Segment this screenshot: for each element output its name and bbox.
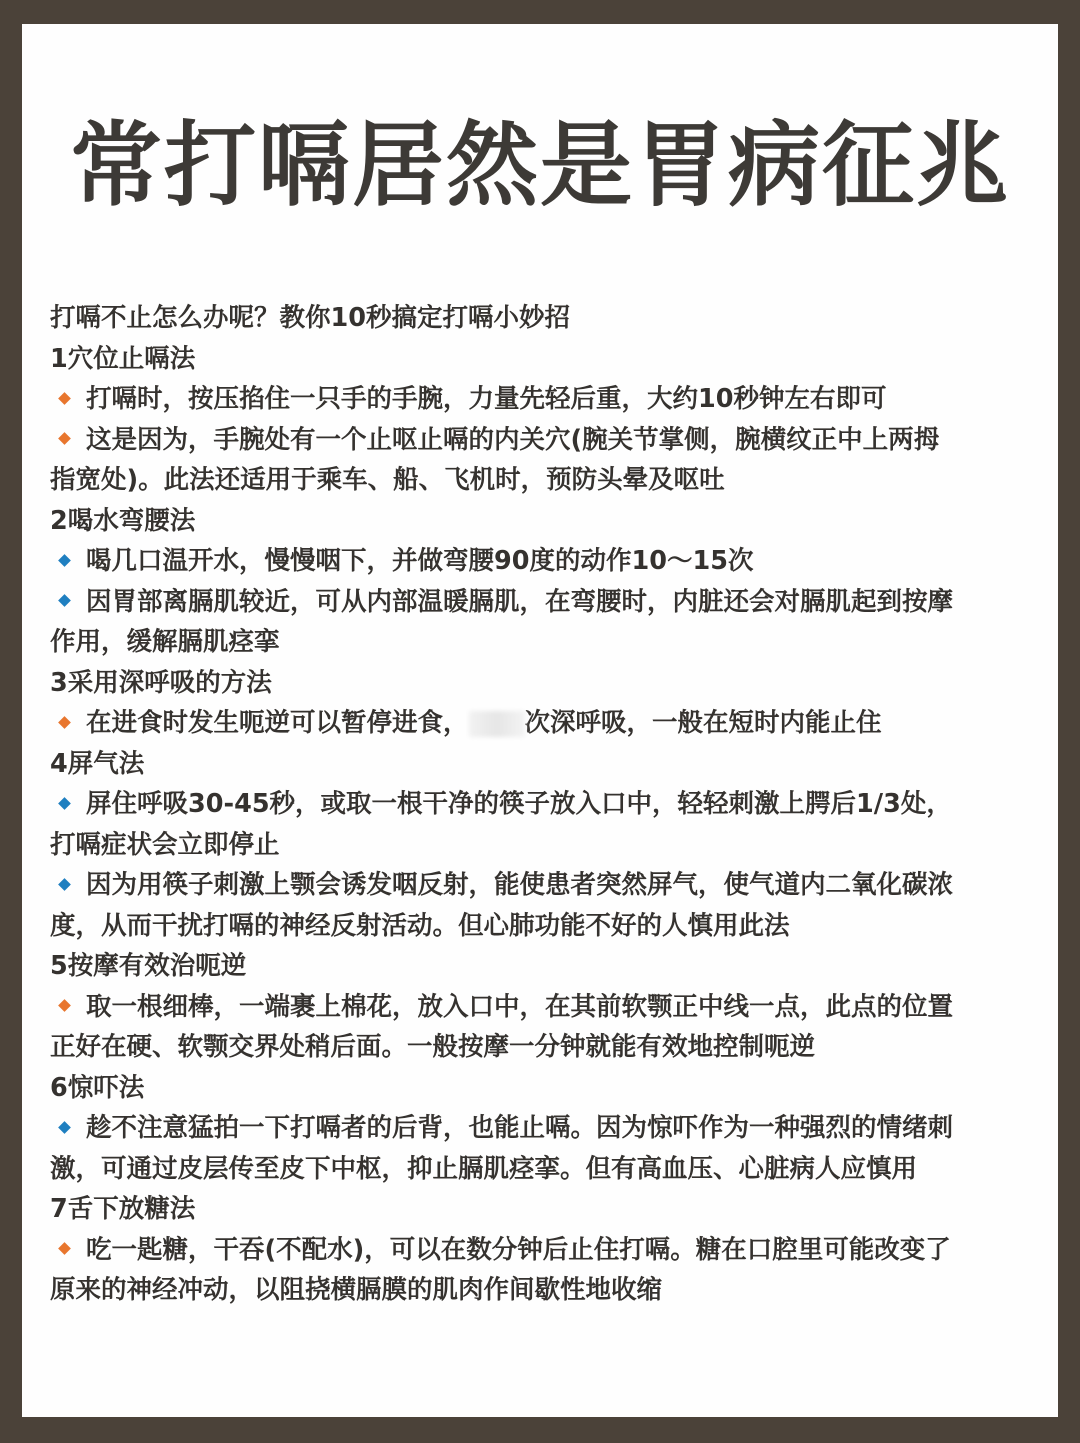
bullet-diamond-icon (58, 1121, 71, 1134)
list-item (50, 703, 1040, 744)
intro-text: 打嗝不止怎么办呢？教你10秒搞定打嗝小妙招 (50, 303, 570, 333)
item-text: 度，从而干扰打嗝的神经反射活动。但心肺功能不好的人慎用此法 (50, 910, 790, 941)
list-item (50, 582, 1040, 623)
list-item-continuation (50, 622, 1040, 663)
list-item (50, 379, 1040, 420)
item-text: 这是因为，手腕处有一个止呕止嗝的内关穴(腕关节掌侧，腕横纹正中上两拇 (86, 424, 940, 455)
section-heading: 4屏气法 (50, 748, 145, 779)
bullet-diamond-icon (58, 1242, 71, 1255)
section-heading: 2喝水弯腰法 (50, 505, 196, 536)
list-item (50, 1230, 1040, 1271)
obscured-text (469, 711, 525, 737)
section-heading: 1穴位止嗝法 (50, 343, 196, 374)
section-heading: 5按摩有效治呃逆 (50, 951, 247, 981)
list-item-continuation (50, 1149, 1040, 1190)
section-heading: 6惊吓法 (50, 1072, 145, 1103)
item-text: 屏住呼吸30-45秒，或取一根干净的筷子放入口中，轻轻刺激上腭后1/3处， (86, 789, 952, 819)
list-item-continuation (50, 825, 1040, 866)
section-heading: 3采用深呼吸的方法 (50, 667, 272, 698)
list-item (50, 987, 1040, 1028)
item-text: 因为用筷子刺激上颚会诱发咽反射，能使患者突然屏气，使气道内二氧化碳浓 (86, 870, 954, 900)
item-text: 打嗝时，按压掐住一只手的手腕，力量先轻后重，大约10秒钟左右即可 (86, 384, 887, 414)
list-item-continuation (50, 460, 1040, 501)
page-title: 常打嗝居然是胃病征兆 (69, 112, 1010, 219)
list-item-continuation (50, 1270, 1040, 1311)
item-text: 指宽处)。此法还适用于乘车、船、飞机时，预防头晕及呕吐 (50, 465, 725, 495)
item-text: 趁不注意猛拍一下打嗝者的后背，也能止嗝。因为惊吓作为一种强烈的情绪刺 (86, 1113, 954, 1143)
bullet-diamond-icon (58, 797, 71, 810)
item-text: 喝几口温开水，慢慢咽下，并做弯腰90度的动作10～15次 (86, 546, 754, 576)
item-text: 激，可通过皮层传至皮下中枢，抑止膈肌痉挛。但有高血压、心脏病人应慎用 (50, 1153, 918, 1184)
bullet-diamond-icon (58, 878, 71, 891)
item-text: 取一根细棒，一端裹上棉花，放入口中，在其前软颚正中线一点，此点的位置 (86, 991, 954, 1022)
bullet-diamond-icon (58, 554, 71, 567)
item-text: 因胃部离膈肌较近，可从内部温暖膈肌，在弯腰时，内脏还会对膈肌起到按摩 (86, 586, 954, 617)
bullet-diamond-icon (58, 999, 71, 1012)
item-text: 作用，缓解膈肌痉挛 (50, 627, 280, 657)
section-heading: 7舌下放糖法 (50, 1194, 196, 1224)
list-item (50, 865, 1040, 906)
card (22, 24, 1058, 1417)
list-item (50, 420, 1040, 461)
item-text: 原来的神经冲动，以阻挠横膈膜的肌肉作间歇性地收缩 (50, 1275, 663, 1305)
list-item (50, 784, 1040, 825)
item-text: 次深呼吸，一般在短时内能止住 (524, 708, 882, 738)
list-item-continuation (50, 906, 1040, 947)
list-item (50, 541, 1040, 582)
bullet-diamond-icon (58, 594, 71, 607)
bullet-diamond-icon (58, 432, 71, 445)
item-text: 打嗝症状会立即停止 (50, 829, 280, 860)
article-body (50, 298, 1040, 1311)
bullet-diamond-icon (58, 716, 71, 729)
item-text: 在进食时发生呃逆可以暂停进食， (86, 708, 469, 738)
item-text: 吃一匙糖，干吞(不配水)，可以在数分钟后止住打嗝。糖在口腔里可能改变了 (86, 1234, 951, 1265)
list-item-continuation (50, 1027, 1040, 1068)
bullet-diamond-icon (58, 392, 71, 405)
list-item (50, 1108, 1040, 1149)
item-text: 正好在硬、软颚交界处稍后面。一般按摩一分钟就能有效地控制呃逆 (50, 1032, 816, 1062)
